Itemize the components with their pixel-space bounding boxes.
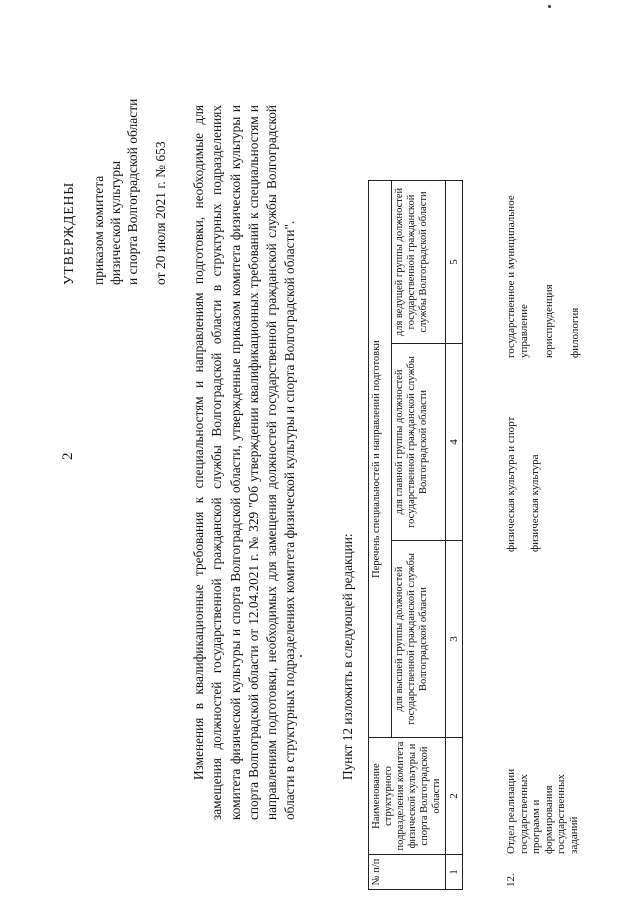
header-col3: для высшей группы должностей государственной гражданской службы Волгоградской области	[391, 541, 445, 738]
row-col5-item: государственное и муниципальное управление	[505, 195, 530, 358]
header-col5: для ведущей группы должностей государственной гражданской службы Волгоградской области	[391, 181, 445, 344]
scan-mark	[548, 5, 551, 8]
index-cell: 5	[446, 181, 463, 344]
row-col5-item: юриспруденция	[543, 284, 555, 358]
page-number: 2	[60, 452, 76, 460]
row-department: Отдел реализации государственных программ и формирования государственных заданий	[505, 768, 580, 854]
row-col4-item: физическая культура	[529, 454, 541, 552]
approval-date: от 20 июля 2021 г. № 653	[153, 141, 168, 285]
header-name: Наименование структурного подразделения комитета физической культуры и спорта Волгоградской области	[369, 738, 446, 855]
intro-paragraph: Изменения в квалификационные требования к специальностям и направлениям подготовки, необходимые для замещения должностей государственной гражданской службы Волгоградской области в структурных подразделениях комитета физической культуры и спорта Волгоградской области, утвержденные приказом комитета физической культуры и спорта Волгоградской области от 12.04.2021 г. № 329 "Об утверждении квалификационных требований к специальностям и направлениям подготовки, необходимых для замещения должностей государственной гражданской службы Волгоградской области в структурных подразделениях комитета физической культуры и спорта Волгоградской области".	[191, 105, 298, 820]
approval-title: УТВЕРЖДЕНЫ	[61, 181, 76, 285]
approval-line: и спорта Волгоградской области	[125, 98, 140, 285]
approval-line: приказом комитета	[91, 175, 106, 285]
index-cell: 2	[446, 738, 463, 855]
index-cell: 4	[446, 344, 463, 541]
index-cell: 3	[446, 541, 463, 738]
header-col4: для главной группы должностей государственной гражданской службы Волгоградской области	[391, 344, 445, 541]
scan-mark	[300, 655, 302, 657]
punkt-text: Пункт 12 изложить в следующей редакции:	[340, 533, 355, 780]
approval-block	[60, 99, 169, 285]
header-num: № п/п	[369, 855, 446, 890]
approval-line: физической культуры	[108, 160, 123, 285]
row-col4-item: физическая культура и спорт	[505, 416, 517, 552]
row-col5-item: филология	[569, 307, 581, 358]
requirements-table	[368, 180, 463, 890]
index-cell: 1	[446, 855, 463, 890]
header-group: Перечень специальностей и направлений подготовки	[369, 181, 392, 738]
row-number: 12.	[505, 873, 517, 887]
